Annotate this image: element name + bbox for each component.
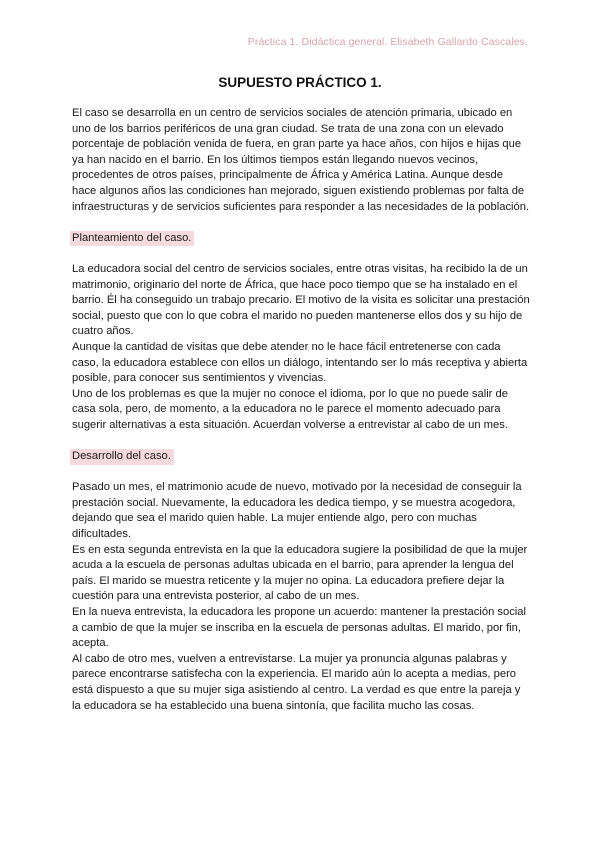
spacer [72, 433, 530, 449]
section-heading-label: Planteamiento del caso. [70, 231, 194, 247]
spacer [72, 215, 530, 231]
section-heading-desarrollo [72, 449, 530, 465]
paragraph: En la nueva entrevista, la educadora les propone un acuerdo: mantener la prestación social a cambio de que la mujer se inscriba en la escuela de personas adultas. El marido, por fin, acepta. [72, 606, 527, 650]
paragraph: Al cabo de otro mes, vuelven a entrevistarse. La mujer ya pronuncia algunas palabras y parece encontrarse satisfecha con la experiencia. El marido aún lo acepta a medias, pero está dispuesto a que su mujer siga asistiendo al centro. La verdad es que entre la pareja y la educadora se ha establecido una buena sintonía, que facilita mucho las cosas. [72, 652, 521, 712]
paragraph: La educadora social del centro de servicios sociales, entre otras visitas, ha recibido la de un matrimonio, originario del norte de África, que hace poco tiempo que se ha instalado en el barrio. Él ha conseguido un trabajo precario. El motivo de la visita es solicitar una prestación social, puesto que con lo que cobra el marido no pueden mantenerse ellos dos y su hijo de cuatro años. [72, 262, 530, 338]
running-header: Práctica 1. Didáctica general. Elisabeth Gallardo Cascales. [247, 36, 528, 48]
section-heading-planteamiento [72, 231, 530, 247]
paragraph: Uno de los problemas es que la mujer no conoce el idioma, por lo que no puede salir de casa sola, pero, de momento, a la educadora no le parece el momento adecuado para sugerir alternativas a esta situación. Acuerdan volverse a entrevistar al cabo de un mes. [72, 387, 508, 431]
document-body [72, 106, 530, 714]
spacer [72, 246, 530, 262]
paragraph: Pasado un mes, el matrimonio acude de nuevo, motivado por la necesidad de conseguir la prestación social. Nuevamente, la educadora les dedica tiempo, y se muestra acogedora, dejando que sea el marido quien hable. La mujer entiende algo, pero con muchas dificultades. [72, 481, 522, 541]
paragraph: Aunque la cantidad de visitas que debe atender no le hace fácil entretenerse con cada caso, la educadora establece con ellos un diálogo, intentando ser lo más receptiva y abierta posible, para conocer sus sentimientos y vivencias. [72, 340, 528, 385]
section-heading-label: Desarrollo del caso. [70, 449, 174, 465]
document-title: SUPUESTO PRÁCTICO 1. [218, 75, 382, 90]
paragraph: Es en esta segunda entrevista en la que la educadora sugiere la posibilidad de que la mujer acuda a la escuela de personas adultas ubicada en el barrio, para aprender la lengua del país. El marido se muestra reticente y la mujer no opina. La educadora prefiere dejar la cuestión para una entrevista posterior, al cabo de un mes. [72, 543, 528, 603]
spacer [72, 465, 530, 481]
intro-paragraph: El caso se desarrolla en un centro de servicios sociales de atención primaria, ubicado en uno de los barrios periféricos de una gran ciudad. Se trata de una zona con un elevado porcentaje de población venida de fuera, en gran parte ya hace años, con hijos e hijas que ya han nacido en el barrio. En los últimos tiempos están llegando nuevos vecinos, procedentes de otros países, principalmente de África y América Latina. Aunque desde hace algunos años las condiciones han mejorado, siguen existiendo problemas por falta de infraestructuras y de servicios suficientes para responder a las necesidades de la población. [72, 107, 530, 213]
